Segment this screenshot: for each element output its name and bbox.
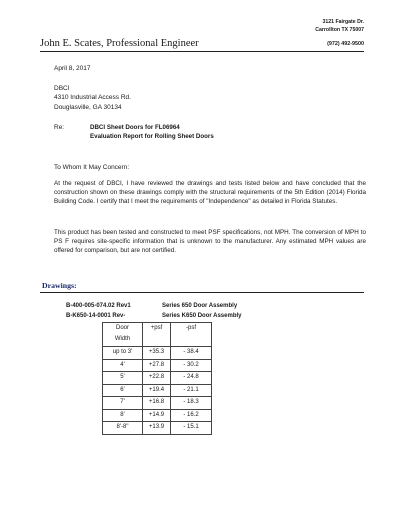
salutation: To Whom It May Concern: (54, 164, 130, 171)
engineer-name: John E. Scates, Professional Engineer (40, 38, 199, 49)
drawings-rule (40, 292, 364, 293)
header-door-width: Door Width (103, 323, 143, 347)
table-row (103, 347, 212, 360)
letter-date: April 8, 2017 (54, 65, 91, 72)
plus-psf-cell: +19.4 (143, 384, 171, 397)
width-cell: 5' (103, 372, 143, 385)
minus-psf-cell: - 30.2 (171, 359, 212, 372)
table-header-row (103, 323, 212, 347)
width-cell: 8'-8" (103, 422, 143, 435)
drawing-title-2: Series K650 Door Assembly (162, 313, 242, 319)
minus-psf-cell: - 24.8 (171, 372, 212, 385)
drawing-title-1: Series 650 Door Assembly (162, 303, 238, 309)
plus-psf-cell: +22.8 (143, 372, 171, 385)
table-row (103, 372, 212, 385)
width-cell: up to 3' (103, 347, 143, 360)
drawing-number-1: B-400-005-074.02 Rev1 (66, 303, 131, 309)
minus-psf-cell: - 18.3 (171, 397, 212, 410)
recipient-company: DBCI (54, 85, 70, 92)
width-cell: 8' (103, 409, 143, 422)
header-plus-psf: +psf (143, 323, 171, 347)
plus-psf-cell: +27.8 (143, 359, 171, 372)
drawing-number-2: B-K650-14-0001 Rev- (66, 313, 126, 319)
width-cell: 7' (103, 397, 143, 410)
minus-psf-cell: - 21.1 (171, 384, 212, 397)
table-row (103, 384, 212, 397)
drawings-heading: Drawings: (42, 281, 77, 290)
width-cell: 4' (103, 359, 143, 372)
plus-psf-cell: +13.9 (143, 422, 171, 435)
minus-psf-cell: - 16.2 (171, 409, 212, 422)
body-paragraph-2: This product has been tested and constructed to meet PSF specifications, not MPH. The conversion of MPH to PS F requires site-specific information that is unknown to the manufacturer. Any estimated MPH values are offered for comparison, but are not certified. (54, 229, 366, 254)
subject-label: Re: (54, 124, 65, 131)
header-minus-psf: -psf (171, 323, 212, 347)
recipient-street: 4310 Industrial Access Rd. (54, 94, 131, 101)
table-row (103, 422, 212, 435)
letterhead-city: Carrollton TX 75007 (315, 27, 364, 33)
width-cell: 6' (103, 384, 143, 397)
psf-table (102, 322, 212, 435)
letterhead-phone: (972) 492-9500 (327, 41, 364, 47)
plus-psf-cell: +16.8 (143, 397, 171, 410)
plus-psf-cell: +14.9 (143, 409, 171, 422)
recipient-city: Douglasville, GA 30134 (54, 104, 122, 111)
plus-psf-cell: +35.3 (143, 347, 171, 360)
table-row (103, 359, 212, 372)
body-paragraph-1: At the request of DBCI, I have reviewed the drawings and tests listed below and have concluded that the construction shown on these drawings comply with the structural requirements of the 5th Edition (2014) Florida Building Code. I certify that I meet the requirements of "Independence" as detailed in Florida Statutes. (54, 180, 366, 205)
letterhead-street: 3121 Fairgate Dr. (322, 19, 364, 25)
subject-line-2: Evaluation Report for Rolling Sheet Doors (90, 133, 214, 140)
table-row (103, 409, 212, 422)
letterhead-rule (40, 51, 364, 52)
table-row (103, 397, 212, 410)
subject-line-1: DBCI Sheet Doors for FL06964 (90, 124, 180, 131)
minus-psf-cell: - 38.4 (171, 347, 212, 360)
minus-psf-cell: - 15.1 (171, 422, 212, 435)
